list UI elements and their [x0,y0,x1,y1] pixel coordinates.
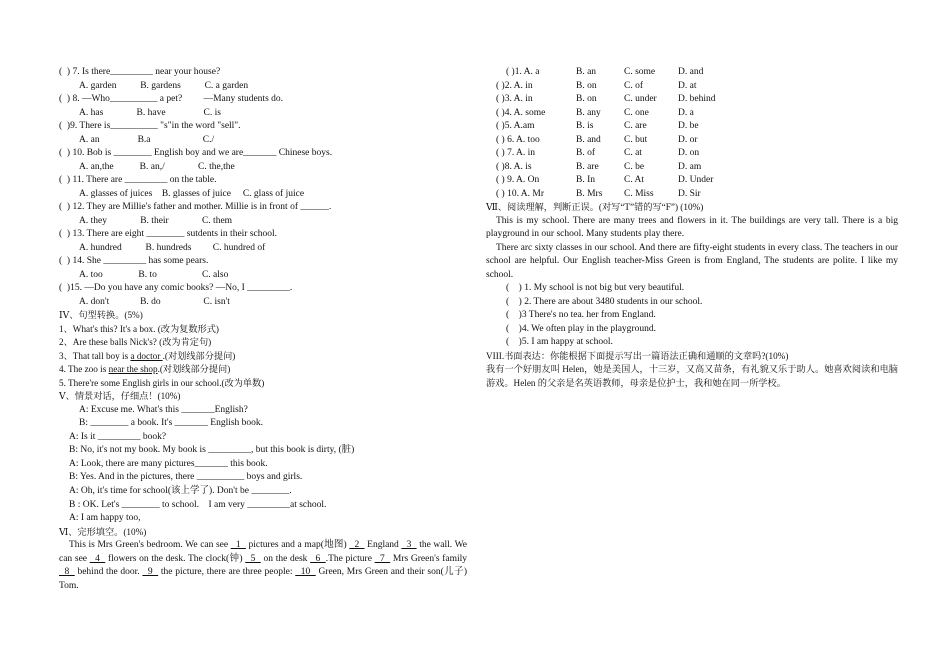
cloze-options [486,66,898,201]
question-line: ( ) 14. She _________ has some pears. [59,256,209,267]
option-text: B. are [576,161,599,172]
option-text: C. at [624,148,642,159]
tf-item: ( )5. I am happy at school. [506,337,613,348]
cloze-passage: This is Mrs Green's bedroom. We can see 1 pictures and a map(地图) 2 England 3 the wall. We can see 4 flowers on the desk. The clock(钟) 5 on the desk 6 .The picture 7 Mrs Green's family 8 behind the door. 9 the picture, there are three people: 10 Green, Mrs Green and their son(儿子) Tom. [59,540,468,591]
question-line: A. they B. their C. them [79,215,233,226]
question-line: ( )15. —Do you have any comic books? —No, I _________. [59,283,293,294]
question-line: A. don't B. do C. isn't [79,296,230,307]
option-text: C. Miss [624,188,654,199]
reading-paragraph-1: This is my school. There are many trees and flowers in it. The buildings are very tall. There is a big playground in our school. Many students play there. [486,215,898,240]
question-line: ( ) 13. There are eight ________ sutdents in their school. [59,229,278,240]
option-text: B. of [576,148,595,159]
option-text: D. am [678,161,702,172]
question-line: 1、What's this? It's a box. (改为复数形式) [59,323,219,334]
left-question-lines [59,66,471,539]
option-text: D. and [678,67,704,77]
option-text: C. one [624,107,649,118]
question-line: B: No, it's not my book. My book is _________, but this book is dirty, (脏) [69,445,355,456]
question-line: ( )9. There is__________ "s"in the word "sell". [59,121,241,132]
cloze-option-row [486,174,898,188]
question-line: 3、That tall boy is a doctor .(对划线部分提问) [59,350,236,361]
question-line: A. glasses of juices B. glasses of juice C. glass of juice [79,188,305,199]
question-line: 4. The zoo is near the shop.(对划线部分提问) [59,364,231,375]
question-line: A. an,the B. an,/ C. the,the [79,161,235,172]
option-text: ( )1. A. a [506,67,540,77]
question-line: A: I am happy too, [69,513,141,524]
option-text: D. Sir [678,188,701,199]
option-text: ( )3. A. in [496,94,533,105]
cloze-option-row [486,147,898,161]
cloze-option-row [486,188,898,202]
tf-item: ( ) 2. There are about 3480 students in our school. [506,296,703,307]
option-text: D. at [678,80,697,91]
option-text: ( ) 9. A. On [496,175,540,186]
question-line: ( ) 12. They are Millie's father and mother. Millie is in front of ______. [59,202,332,213]
option-text: ( ) 7. A. in [496,148,536,159]
option-text: D. a [678,107,694,118]
option-text: ( ) 6. A. too [496,134,540,145]
question-line: A: Is it _________ book? [69,431,167,442]
question-line: ( ) 7. Is there_________ near your house? [59,67,221,77]
reading-paragraph-2: There arc sixty classes in our school. And there are fifty-eight students in every class. The teachers in our school are helpful. Our English teacher-Miss Green is from England, The students are polite. I like my school. [486,242,898,280]
writing-prompt: 我有一个好朋友叫 Helen，她是美国人，十三岁，又高又苗条，有礼貌又乐于助人。她喜欢阅读和电脑游戏。Helen 的父亲是名英语教师，母亲是位护士，我和她在同一所学校。 [486,364,898,388]
cloze-option-row [486,120,898,134]
option-text: ( )2. A. in [496,80,533,91]
question-line: Ⅴ、情景对话，仔细点！(10%) [59,391,181,402]
tf-item: ( )3 There's no tea. her from England. [506,310,656,321]
question-line: B: Yes. And in the pictures, there __________ boys and girls. [69,472,303,483]
question-line: A. too B. to C. also [79,269,229,280]
option-text: B. on [576,94,597,105]
option-text: D. Under [678,175,714,186]
tf-item: ( )4. We often play in the playground. [506,323,656,334]
option-text: B. an [576,67,597,77]
question-line: A: Look, there are many pictures_______ this book. [69,458,268,469]
question-line: A. an B.a C./ [79,134,215,145]
right-column [486,66,898,390]
question-line: B : OK. Let's ________ to school. I am very _________at school. [69,499,327,510]
question-line: ⅠⅤ、句型转换。(5%) [59,310,143,321]
cloze-option-row [486,80,898,94]
writing-section-title: VIII.书面表达：你能根据下面提示写出一篇语法正确和通顺的文章吗?(10%) [486,350,789,361]
question-line: ( ) 10. Bob is ________ English boy and we are_______ Chinese boys. [59,148,333,159]
cloze-option-row [486,107,898,121]
option-text: C. under [624,94,657,105]
left-column [59,66,471,593]
tf-item: ( ) 1. My school is not big but very beautiful. [506,283,685,294]
question-line: ( ) 11. There are _________ on the table. [59,175,217,186]
question-line: A: Excuse me. What's this _______English? [79,404,248,415]
option-text: D. on [678,148,700,159]
option-text: C. be [624,161,645,172]
option-text: C. At [624,175,645,186]
option-text: B. on [576,80,597,91]
option-text: C. of [624,80,643,91]
question-line: A. hundred B. hundreds C. hundred of [79,242,266,253]
option-text: B. any [576,107,601,118]
cloze-option-row [486,93,898,107]
question-line: A. garden B. gardens C. a garden [79,80,249,91]
option-text: ( )8. A. is [496,161,532,172]
option-text: ( )4. A. some [496,107,546,118]
option-text: B. and [576,134,601,145]
question-line: A: Oh, it's time for school(该上学了). Don't be ________. [69,485,292,496]
option-text: C. are [624,121,647,132]
question-line: Ⅵ、完形填空。(10%) [59,526,147,537]
option-text: D. be [678,121,699,132]
option-text: B. In [576,175,595,186]
true-false-items [486,282,898,350]
option-text: D. behind [678,94,716,105]
cloze-option-row [486,66,898,80]
option-text: C. some [624,67,656,77]
question-line: A. has B. have C. is [79,107,221,118]
cloze-option-row [486,161,898,175]
option-text: C. but [624,134,648,145]
cloze-option-row [486,134,898,148]
question-line: ( ) 8. —Who__________ a pet? —Many students do. [59,94,284,105]
reading-section-title: Ⅶ、阅读理解，判断正误。(对写“T”错的写“F”) (10%) [486,202,704,213]
question-line: 2、Are these balls Nick's? (改为肯定句) [59,337,212,348]
option-text: B. is [576,121,594,132]
question-line: B: ________ a book. It's _______ English book. [79,418,264,429]
option-text: ( ) 10. A. Mr [496,188,545,199]
option-text: ( )5. A.am [496,121,535,132]
option-text: D. or [678,134,698,145]
question-line: 5. There're some English girls in our school.(改为单数) [59,377,265,388]
option-text: B. Mrs [576,188,603,199]
